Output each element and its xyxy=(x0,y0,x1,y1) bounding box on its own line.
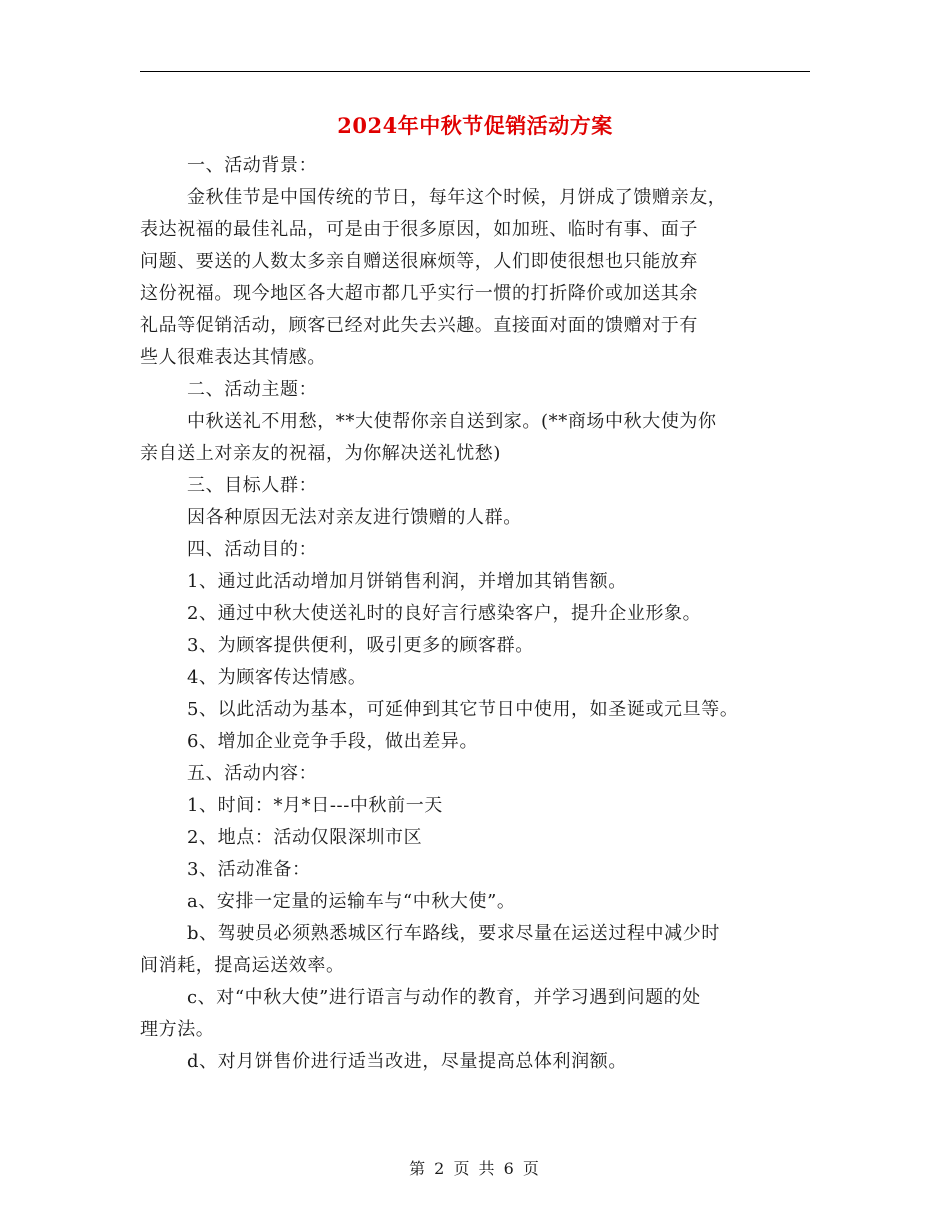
paragraph-line: a、安排一定量的运输车与“中秋大使”。 xyxy=(187,891,516,912)
paragraph-line: 四、活动目的： xyxy=(187,539,318,560)
paragraph-line: 6、增加企业竞争手段，做出差异。 xyxy=(187,731,479,752)
paragraph-line: 问题、要送的人数太多亲自赠送很麻烦等，人们即使很想也只能放弃 xyxy=(140,251,698,272)
paragraph-line: 这份祝福。现今地区各大超市都几乎实行一惯的打折降价或加送其余 xyxy=(140,283,698,304)
paragraph-line: d、对月饼售价进行适当改进，尽量提高总体利润额。 xyxy=(187,1051,627,1072)
paragraph-line: 些人很难表达其情感。 xyxy=(140,347,326,368)
paragraph-line: 3、为顾客提供便利，吸引更多的顾客群。 xyxy=(187,635,534,656)
paragraph-line: 一、活动背景： xyxy=(187,155,318,176)
paragraph-line: b、驾驶员必须熟悉城区行车路线，要求尽量在运送过程中减少时 xyxy=(187,923,720,944)
paragraph-line: 2、地点：活动仅限深圳市区 xyxy=(187,827,423,848)
paragraph-line: 间消耗，提高运送效率。 xyxy=(140,955,345,976)
paragraph-line: 礼品等促销活动，顾客已经对此失去兴趣。直接面对面的馈赠对于有 xyxy=(140,315,698,336)
page-footer: 第 2 页 共 6 页 xyxy=(409,1159,541,1178)
paragraph-line: 1、通过此活动增加月饼销售利润，并增加其销售额。 xyxy=(187,571,627,592)
paragraph-line: 1、时间：*月*日---中秋前一天 xyxy=(187,795,443,816)
paragraph-line: 中秋送礼不用愁，**大使帮你亲自送到家。(**商场中秋大使为你 xyxy=(187,411,717,432)
paragraph-line: 因各种原因无法对亲友进行馈赠的人群。 xyxy=(187,507,522,528)
header-rule xyxy=(140,71,810,72)
paragraph-line: 4、为顾客传达情感。 xyxy=(187,667,367,688)
document-title: 2024年中秋节促销活动方案 xyxy=(337,113,613,138)
paragraph-line: 3、活动准备： xyxy=(187,859,311,880)
paragraph-line: 理方法。 xyxy=(140,1019,215,1040)
paragraph-line: c、对“中秋大使”进行语言与动作的教育，并学习遇到问题的处 xyxy=(187,987,701,1008)
paragraph-line: 表达祝福的最佳礼品，可是由于很多原因，如加班、临时有事、面子 xyxy=(140,219,698,240)
paragraph-line: 亲自送上对亲友的祝福，为你解决送礼忧愁) xyxy=(140,443,502,464)
paragraph-line: 二、活动主题： xyxy=(187,379,318,400)
document-body xyxy=(140,150,830,1078)
paragraph-line: 2、通过中秋大使送礼时的良好言行感染客户，提升企业形象。 xyxy=(187,603,702,624)
paragraph-line: 五、活动内容： xyxy=(187,763,318,784)
paragraph-line: 5、以此活动为基本，可延伸到其它节日中使用，如圣诞或元旦等。 xyxy=(187,699,739,720)
paragraph-line: 三、目标人群： xyxy=(187,475,318,496)
paragraph-line: 金秋佳节是中国传统的节日，每年这个时候，月饼成了馈赠亲友， xyxy=(187,187,727,208)
